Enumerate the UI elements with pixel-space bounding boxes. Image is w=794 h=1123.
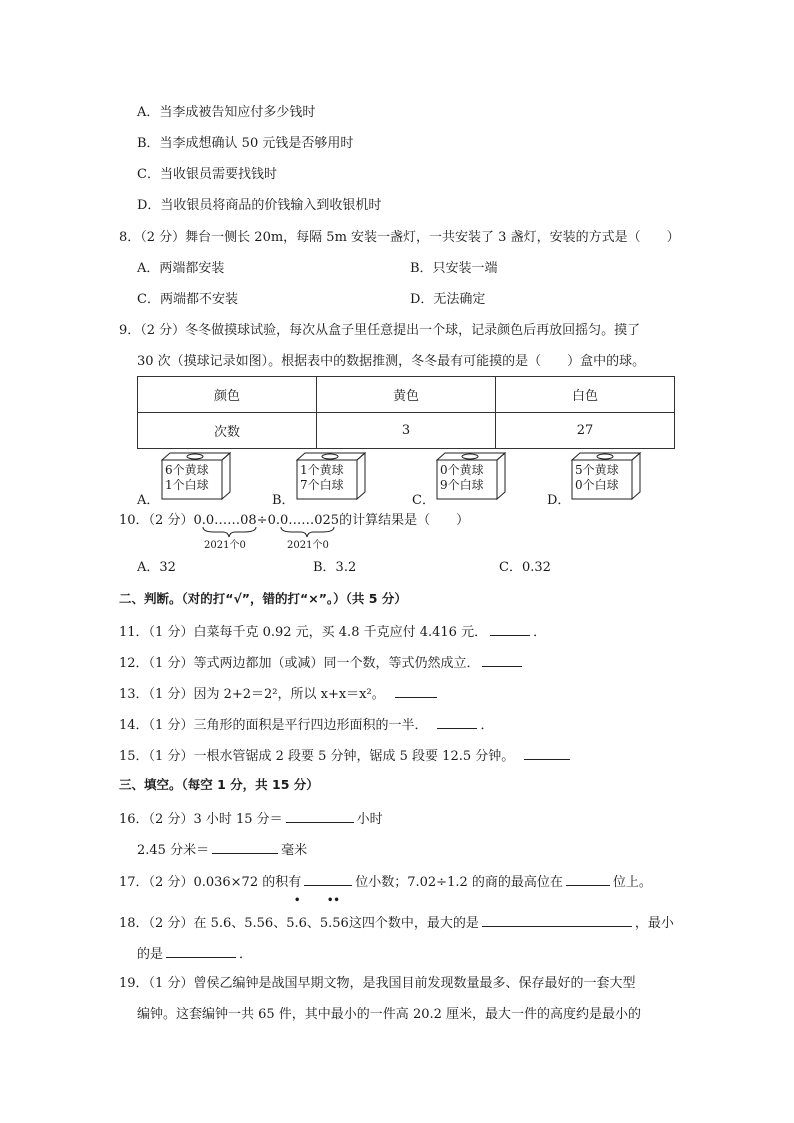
- table-cell: 黄色: [317, 377, 496, 413]
- box-text: [440, 463, 484, 493]
- q7-option-c: C．当收银员需要找钱时: [137, 167, 277, 182]
- q8-option-d: D．无法确定: [410, 292, 486, 307]
- q9-box-label-d: D．: [547, 493, 571, 508]
- box-text: [575, 463, 619, 493]
- answer-blank[interactable]: [212, 839, 278, 854]
- answer-blank[interactable]: [437, 714, 477, 729]
- q9-box-label-b: B．: [272, 493, 295, 508]
- q9-box-label-a: A．: [137, 493, 160, 508]
- q9-record-table: [137, 376, 675, 449]
- answer-blank[interactable]: [490, 621, 530, 636]
- q14: [119, 714, 493, 735]
- answer-blank[interactable]: [566, 871, 610, 886]
- q10-divide-sign: ÷: [256, 513, 268, 528]
- q7-option-b: B．当李成想确认 50 元钱是否够用时: [137, 136, 354, 151]
- q15: [119, 745, 573, 766]
- q9-stem-line2: 30 次（摸球记录如图）。根据表中的数据推测，冬冬最有可能摸的是（ ）盒中的球。: [137, 354, 646, 369]
- answer-blank[interactable]: [166, 943, 236, 958]
- q9-box-label-c: C．: [412, 493, 435, 508]
- box-line: 0个黄球: [440, 463, 484, 477]
- q10-under-label-2: 2021个0: [287, 540, 329, 551]
- table-row: [138, 413, 675, 449]
- q18-line2: [137, 943, 252, 964]
- answer-blank[interactable]: [395, 683, 437, 698]
- period: ．: [533, 625, 547, 640]
- q10-option-c: C．0.32: [499, 560, 551, 575]
- answer-blank[interactable]: [482, 652, 522, 667]
- repeating-dot: ••: [327, 895, 340, 906]
- q16b-unit: 毫米: [281, 843, 308, 858]
- q11-text: 11．（1 分）白菜每千克 0.92 元，买 4.8 千克应付 4.416 元．: [119, 625, 488, 640]
- q9-stem-line1: 9．（2 分）冬冬做摸球试验，每次从盒子里任意提出一个球，记录颜色后再放回摇匀。摸了: [119, 323, 641, 338]
- q8-option-c: C．两端都不安装: [137, 292, 238, 307]
- q10-divisor: 0.0……025: [267, 513, 340, 528]
- q16a-unit: 小时: [356, 812, 383, 827]
- q17b-text: 位小数；7.02÷1.2 的商的最高位在: [355, 875, 563, 890]
- answer-blank[interactable]: [524, 745, 570, 760]
- q15-text: 15．（1 分）一根水管锯成 2 段要 5 分钟，锯成 5 段要 12.5 分钟。: [119, 749, 515, 764]
- box-line: 0个白球: [575, 478, 619, 492]
- box-line: 1个白球: [165, 478, 209, 492]
- box-text: [165, 463, 209, 493]
- table-cell: 27: [496, 413, 675, 449]
- q10-option-b: B．3.2: [313, 560, 357, 575]
- q16b-text: 2.45 分米＝: [137, 843, 210, 858]
- answer-blank[interactable]: [304, 871, 352, 886]
- q18-line1: [119, 912, 674, 933]
- box-line: 6个黄球: [165, 463, 209, 477]
- q10-dividend: 0.0……08: [193, 513, 257, 528]
- box-line: 9个白球: [440, 478, 484, 492]
- q18a-text: 18．（2 分）在 5.6、5.56、5.6、5.56这四个数中，最大的是: [119, 916, 479, 931]
- q7-option-a: A．当李成被告知应付多少钱时: [137, 105, 316, 120]
- answer-blank[interactable]: [482, 912, 632, 927]
- q13: [119, 683, 440, 704]
- q8-stem: 8．（2 分）舞台一侧长 20m，每隔 5m 安装一盏灯，一共安装了 3 盏灯，安装的方式是（ ）: [119, 230, 680, 245]
- q18c-text: 的是: [137, 947, 164, 962]
- q11: [119, 621, 546, 642]
- table-row: [138, 377, 675, 413]
- q10-option-a: A．32: [137, 560, 176, 575]
- q10-under-label-1: 2021个0: [204, 540, 246, 551]
- q8-option-a: A．两端都安装: [137, 261, 225, 276]
- table-cell: 3: [317, 413, 496, 449]
- answer-blank[interactable]: [286, 808, 354, 823]
- q17c-text: 位上。: [612, 875, 652, 890]
- q12-text: 12．（1 分）等式两边都加（或减）同一个数，等式仍然成立．: [119, 656, 480, 671]
- q16-part2: [137, 839, 307, 860]
- period: ．: [480, 718, 494, 733]
- q18d-text: ．: [239, 947, 253, 962]
- q14-text: 14．（1 分）三角形的面积是平行四边形面积的一半．: [119, 718, 428, 733]
- box-line: 1个黄球: [300, 463, 344, 477]
- section2-title: 二、判断。（对的打“√”，错的打“×”。）（共 5 分）: [119, 591, 407, 606]
- box-line: 7个白球: [300, 478, 344, 492]
- q10-prefix: 10．（2 分）: [119, 513, 194, 528]
- q9-box-a: [161, 452, 229, 498]
- table-cell: 颜色: [138, 377, 317, 413]
- q16-part1: [119, 808, 383, 829]
- q13-text: 13．（1 分）因为 2+2＝2²，所以 x+x＝x²。: [119, 687, 385, 702]
- q10-suffix: 的计算结果是（ ）: [339, 513, 470, 528]
- q9-box-b: [296, 452, 364, 498]
- box-text: [300, 463, 344, 493]
- q7-option-d: D．当收银员将商品的价钱输入到收银机时: [137, 198, 382, 213]
- section3-title: 三、填空。（每空 1 分，共 15 分）: [119, 777, 319, 792]
- q18b-text: ，最小: [634, 916, 674, 931]
- q12: [119, 652, 525, 673]
- q17: [119, 871, 652, 892]
- q9-box-d: [571, 452, 639, 498]
- table-cell: 白色: [496, 377, 675, 413]
- q19-line2: 编钟。这套编钟一共 65 件，其中最小的一件高 20.2 厘米，最大一件的高度约是最小的: [137, 1007, 642, 1022]
- q17a-text: 17．（2 分）0.036×72 的积有: [119, 875, 302, 890]
- q9-box-c: [436, 452, 504, 498]
- q19-line1: 19．（1 分）曾侯乙编钟是战国早期文物，是我国目前发现数量最多、保存最好的一套大型: [119, 976, 636, 991]
- table-cell: 次数: [138, 413, 317, 449]
- q8-option-b: B．只安装一端: [410, 261, 498, 276]
- q16a-text: 16．（2 分）3 小时 15 分＝: [119, 812, 283, 827]
- box-line: 5个黄球: [575, 463, 619, 477]
- repeating-dot: •: [294, 895, 301, 906]
